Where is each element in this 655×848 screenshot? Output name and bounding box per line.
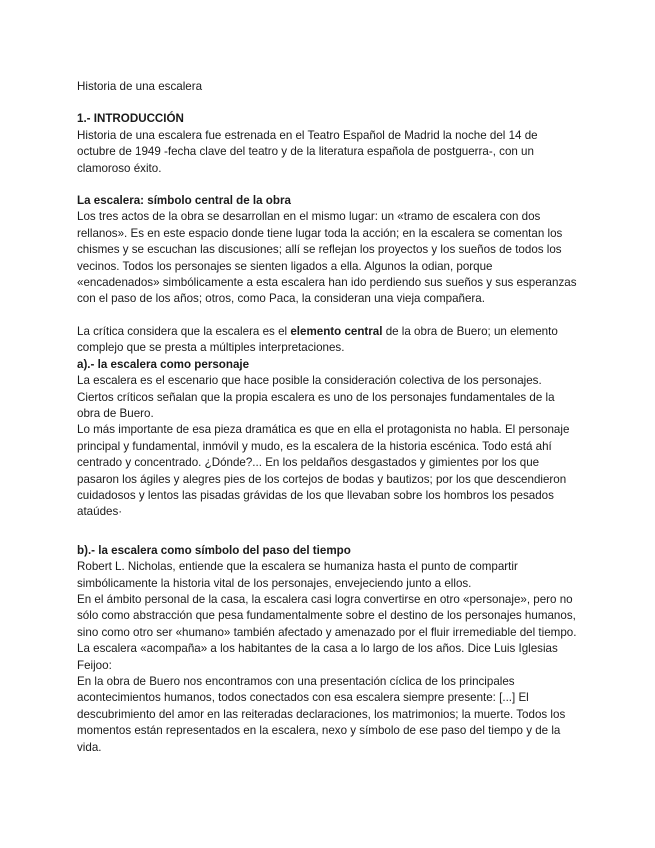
document-page [77, 79, 577, 756]
document-title: Historia de una escalera [77, 80, 203, 93]
paragraph-introduccion: Historia de una escalera fue estrenada en el Teatro Español de Madrid la noche del 14 de octubre de 1949 -fecha clave del teatro y de la literatura española de postguerra-, con un clamoroso éxito. [77, 128, 538, 175]
paragraph-critica [77, 324, 577, 357]
paragraph-escalera-simbolo: Los tres actos de la obra se desarrollan en el mismo lugar: un «tramo de escalera con dos rellanos». Es en este espacio donde tiene lugar toda la acción; en la escalera se comentan los chismes y se escuchan las discusiones; allí se reflejan los proyectos y los sueños de todos los vecinos. Todos los personajes se sienten ligados a ella. Algunos la odian, porque «encadenados» simbólicamente a esta escalera han ido perdiendo sus sueños y sus esperanzas con el paso de los años; otros, como Paca, la consideran una vieja compañera. [77, 210, 577, 306]
paragraph-paso-tiempo-1: Robert L. Nicholas, entiende que la escalera se humaniza hasta el punto de compartir simbólicamente la historia vital de los personajes, envejeciendo junto a ellos. [77, 560, 518, 590]
critica-text-pre: La crítica considera que la escalera es el [77, 324, 291, 338]
subheading-paso-tiempo: b).- la escalera como símbolo del paso del tiempo [77, 543, 351, 557]
paragraph-personaje-1: La escalera es el escenario que hace posible la consideración colectiva de los personajes. Ciertos críticos señalan que la propia escalera es uno de los personajes fundamentales de la obra de Buero. [77, 374, 555, 420]
section-heading-introduccion: 1.- INTRODUCCIÓN [77, 112, 184, 126]
paragraph-paso-tiempo-2: En el ámbito personal de la casa, la escalera casi logra convertirse en otro «personaje», pero no sólo como abstracción que pesa fundamentalmente sobre el destino de los personajes humanos, sino como otro ser «humano» también afectado y amenazado por el fluir irremediable del tiempo. [77, 592, 577, 639]
paragraph-paso-tiempo-4: En la obra de Buero nos encontramos con una presentación cíclica de los principales acontecimientos humanos, todos conectados con esa escalera siempre presente: [...] El descubrimiento del amor en las reiteradas declaraciones, los matrimonios; la muerte. Todos los momentos están representados en la escalera, nexo y símbolo de ese paso del tiempo y de la vida. [77, 675, 566, 754]
critica-text-bold: elemento central [290, 324, 383, 338]
critica-text-post: de la obra de Buero; un elemento complejo que se presta a múltiples interpretaciones. [77, 324, 558, 355]
section-heading-escalera-simbolo: La escalera: símbolo central de la obra [77, 194, 291, 208]
subheading-personaje: a).- la escalera como personaje [77, 357, 250, 371]
paragraph-paso-tiempo-3: La escalera «acompaña» a los habitantes de la casa a lo largo de los años. Dice Luis Iglesias Feijoo: [77, 642, 558, 672]
paragraph-personaje-2: Lo más importante de esa pieza dramática es que en ella el protagonista no habla. El personaje principal y fundamental, inmóvil y mudo, es la escalera de la historia escénica. Todo está ahí centrado y concentrado. ¿Dónde?... En los peldaños desgastados y gimientes por los que pasaron los ágiles y alegres pies de los cortejos de bodas y bautizos; por los que descendieron cuidadosos y lentos las pisadas grávidas de los que llevaban sobre los hombros los pesados ataúdes· [77, 423, 570, 519]
